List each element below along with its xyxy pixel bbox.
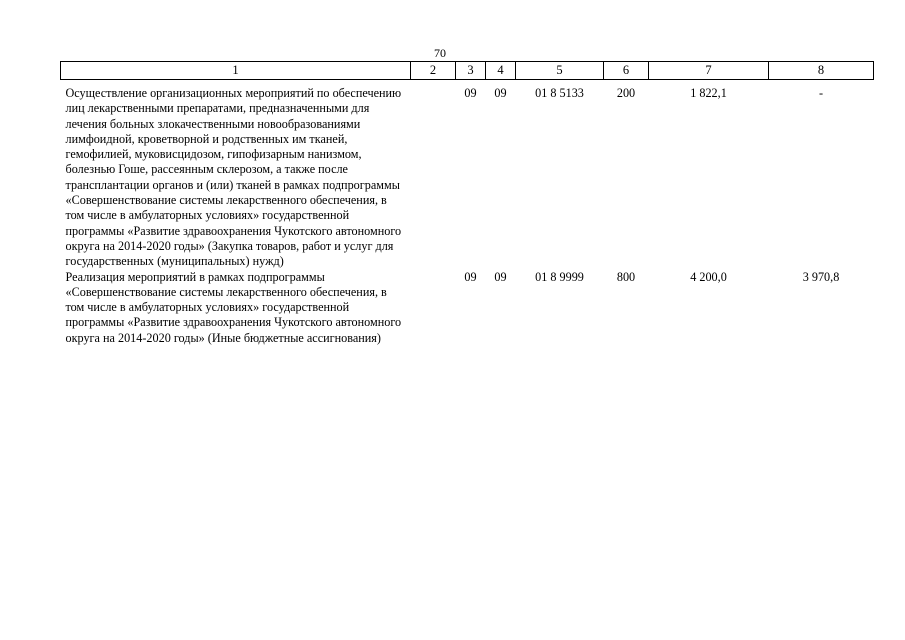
column-number-7: 7 [649,62,769,80]
column-number-4: 4 [486,62,516,80]
row-target-article: 01 8 5133 [535,86,584,100]
row-amount-col7: 1 822,1 [690,86,727,100]
column-number-2: 2 [411,62,456,80]
page-number: 70 [434,46,446,60]
row-amount-col8: 3 970,8 [802,269,840,284]
row-target-article: 01 8 9999 [535,269,584,284]
column-number-6: 6 [604,62,649,80]
row-expense-type: 200 [616,86,636,100]
row-amount-col7: 4 200,0 [690,269,727,284]
row-amount-col8: - [818,86,824,100]
row-description: Реализация мероприятий в рамках подпрограммы «Совершенствование системы лекарственного обеспечения, в том числе в амбулаторных условиях» государственной программы «Развитие здравоохранения Чукотского автономного округа на 2014-2020 годы» (Иные бюджетные ассигнования) [65,269,402,345]
column-number-8: 8 [769,62,874,80]
row-subsection: 09 [494,269,507,284]
column-number-3: 3 [456,62,486,80]
budget-table [60,61,874,346]
column-number-1: 1 [61,62,411,80]
column-number-header-row [61,62,874,80]
row-col2 [411,270,456,346]
column-number-5: 5 [516,62,604,80]
row-expense-type: 800 [616,269,636,284]
row-col2 [411,80,456,270]
row-subsection: 09 [494,86,507,100]
row-section: 09 [464,86,477,100]
table-row [61,80,874,270]
table-row [61,270,874,346]
row-section: 09 [464,269,477,284]
row-description: Осуществление организационных мероприятий по обеспечению лиц лекарственными препаратами, предназначенными для лечения больных злокачественными новообразованиями лимфоидной, кроветворной и родственных им тканей, гемофилией, муковисцидозом, гипофизарным нанизмом, болезнью Гоше, рассеянным склерозом, а также после трансплантации органов и (или) тканей в рамках подпрограммы «Совершенствование системы лекарственного обеспечения, в том числе в амбулаторных условиях» государственной программы «Развитие здравоохранения Чукотского автономного округа на 2014-2020 годы» (Закупка товаров, работ и услуг для государственных (муниципальных) нужд) [65,86,402,269]
